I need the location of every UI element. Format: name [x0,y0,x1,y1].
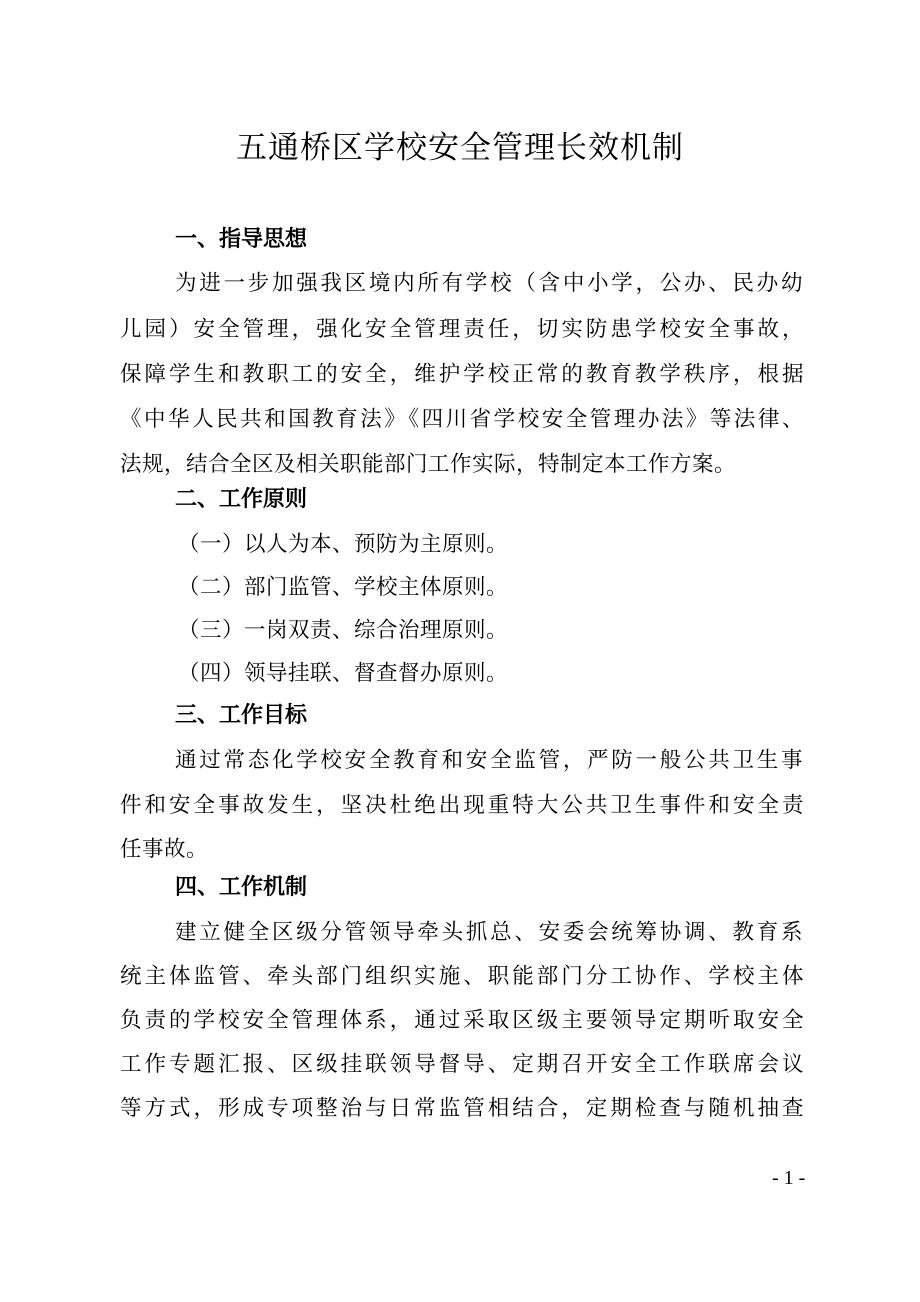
paragraph-line: 任事故。 [120,837,209,862]
section-heading-principles: 二、工作原则 [175,487,308,512]
paragraph-line: 《中华人民共和国教育法》《四川省学校安全管理办法》等法律、 [120,407,804,432]
paragraph-line: 工作专题汇报、区级挂联领导督导、定期召开安全工作联席会议 [120,1052,804,1077]
section-heading-mechanism: 四、工作机制 [175,875,308,900]
paragraph-line: 通过常态化学校安全教育和安全监管，严防一般公共卫生事 [175,748,803,773]
paragraph-line: 负责的学校安全管理体系，通过采取区级主要领导定期听取安全 [120,1008,804,1033]
section-heading-guiding-ideology: 一、指导思想 [175,227,308,252]
paragraph-line: 法规，结合全区及相关职能部门工作实际，特制定本工作方案。 [120,452,737,477]
paragraph-line: 统主体监管、牵头部门组织实施、职能部门分工协作、学校主体 [120,964,804,989]
page-number: - 1 - [772,1167,806,1189]
paragraph-line: 建立健全区级分管领导牵头抓总、安委会统筹协调、教育系 [175,920,803,945]
document-title: 五通桥区学校安全管理长效机制 [236,130,684,166]
principle-item: （四）领导挂联、督查督办原则。 [178,661,509,686]
paragraph-line: 保障学生和教职工的安全，维护学校正常的教育教学秩序，根据 [120,362,804,387]
principle-item: （二）部门监管、学校主体原则。 [178,575,509,600]
paragraph-line: 件和安全事故发生，坚决杜绝出现重特大公共卫生事件和安全责 [120,793,804,818]
principle-item: （一）以人为本、预防为主原则。 [178,532,509,557]
section-heading-goals: 三、工作目标 [175,703,308,728]
principle-item: （三）一岗双责、综合治理原则。 [178,618,509,643]
paragraph-line: 为进一步加强我区境内所有学校（含中小学，公办、民办幼 [175,271,803,296]
paragraph-line: 儿园）安全管理，强化安全管理责任，切实防患学校安全事故， [120,317,804,342]
paragraph-line: 等方式，形成专项整治与日常监管相结合，定期检查与随机抽查 [120,1096,804,1121]
